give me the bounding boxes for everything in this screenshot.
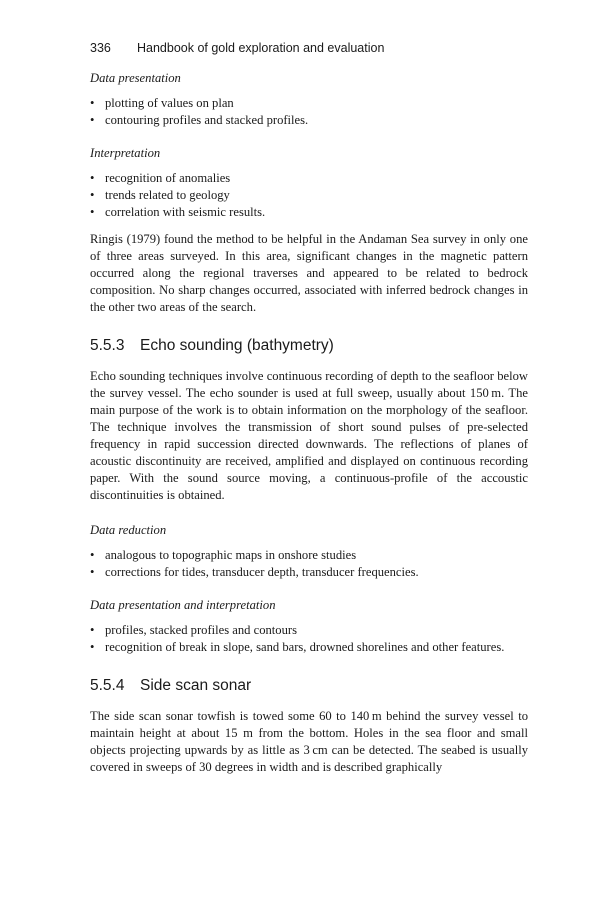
subheading-data-presentation: Data presentation	[90, 71, 181, 85]
list-item: • trends related to geology	[90, 187, 528, 204]
list-item: • analogous to topographic maps in onshore studies	[90, 547, 528, 564]
list-item: • recognition of break in slope, sand bars, drowned shorelines and other features.	[90, 639, 528, 656]
subheading-interpretation: Interpretation	[90, 146, 161, 160]
list-item: • corrections for tides, transducer depth, transducer frequencies.	[90, 564, 528, 581]
section-number: 5.5.4	[90, 677, 125, 694]
section-heading-echo-sounding	[90, 336, 528, 356]
paragraph-side-scan-sonar: The side scan sonar towfish is towed some 60 to 140 m behind the survey vessel to maintain height at about 15 m from the bottom. Holes in the sea floor and small objects projecting upwards by as little as 3 cm can be detected. The seabed is usually covered in sweeps of 30 degrees in width and is described graphically	[90, 709, 528, 774]
list-item: • recognition of anomalies	[90, 170, 528, 187]
subheading-data-reduction: Data reduction	[90, 523, 167, 537]
book-page	[90, 40, 528, 776]
section-number: 5.5.3	[90, 337, 125, 354]
paragraph-echo-sounding: Echo sounding techniques involve continuous recording of depth to the seafloor below the survey vessel. The echo sounder is used at full sweep, usually about 150 m. The main purpose of the work is to obtain information on the morphology of the seafloor. The technique involves the transmission of short sound pulses of pre-selected frequency in rapid succession directed downwards. The reflections of planes of acoustic discontinuity are received, amplified and displayed on continuous recording paper. With the sound source moving, a continuous-profile of the accoustic discontinuities is obtained.	[90, 369, 528, 502]
bullet-list-data-presentation-interpretation	[90, 622, 528, 656]
section-title: Side scan sonar	[140, 677, 252, 694]
list-item: • plotting of values on plan	[90, 95, 528, 112]
subheading-data-presentation-interpretation: Data presentation and interpretation	[90, 598, 276, 612]
bullet-list-interpretation	[90, 170, 528, 221]
book-title: Handbook of gold exploration and evaluation	[137, 41, 385, 55]
list-item: • profiles, stacked profiles and contours	[90, 622, 528, 639]
list-item: • contouring profiles and stacked profiles.	[90, 112, 528, 129]
section-title: Echo sounding (bathymetry)	[140, 337, 334, 354]
bullet-list-data-presentation	[90, 95, 528, 129]
page-number: 336	[90, 41, 111, 55]
bullet-list-data-reduction	[90, 547, 528, 581]
running-head	[90, 40, 528, 56]
section-heading-side-scan-sonar	[90, 676, 528, 696]
list-item: • correlation with seismic results.	[90, 204, 528, 221]
paragraph-ringis: Ringis (1979) found the method to be helpful in the Andaman Sea survey in only one of three areas surveyed. In this area, significant changes in the magnetic pattern occurred along the regional traverses and appeared to be related to bedrock composition. No sharp changes occurred, associated with inferred bedrock changes in the other two areas of the search.	[90, 232, 528, 314]
